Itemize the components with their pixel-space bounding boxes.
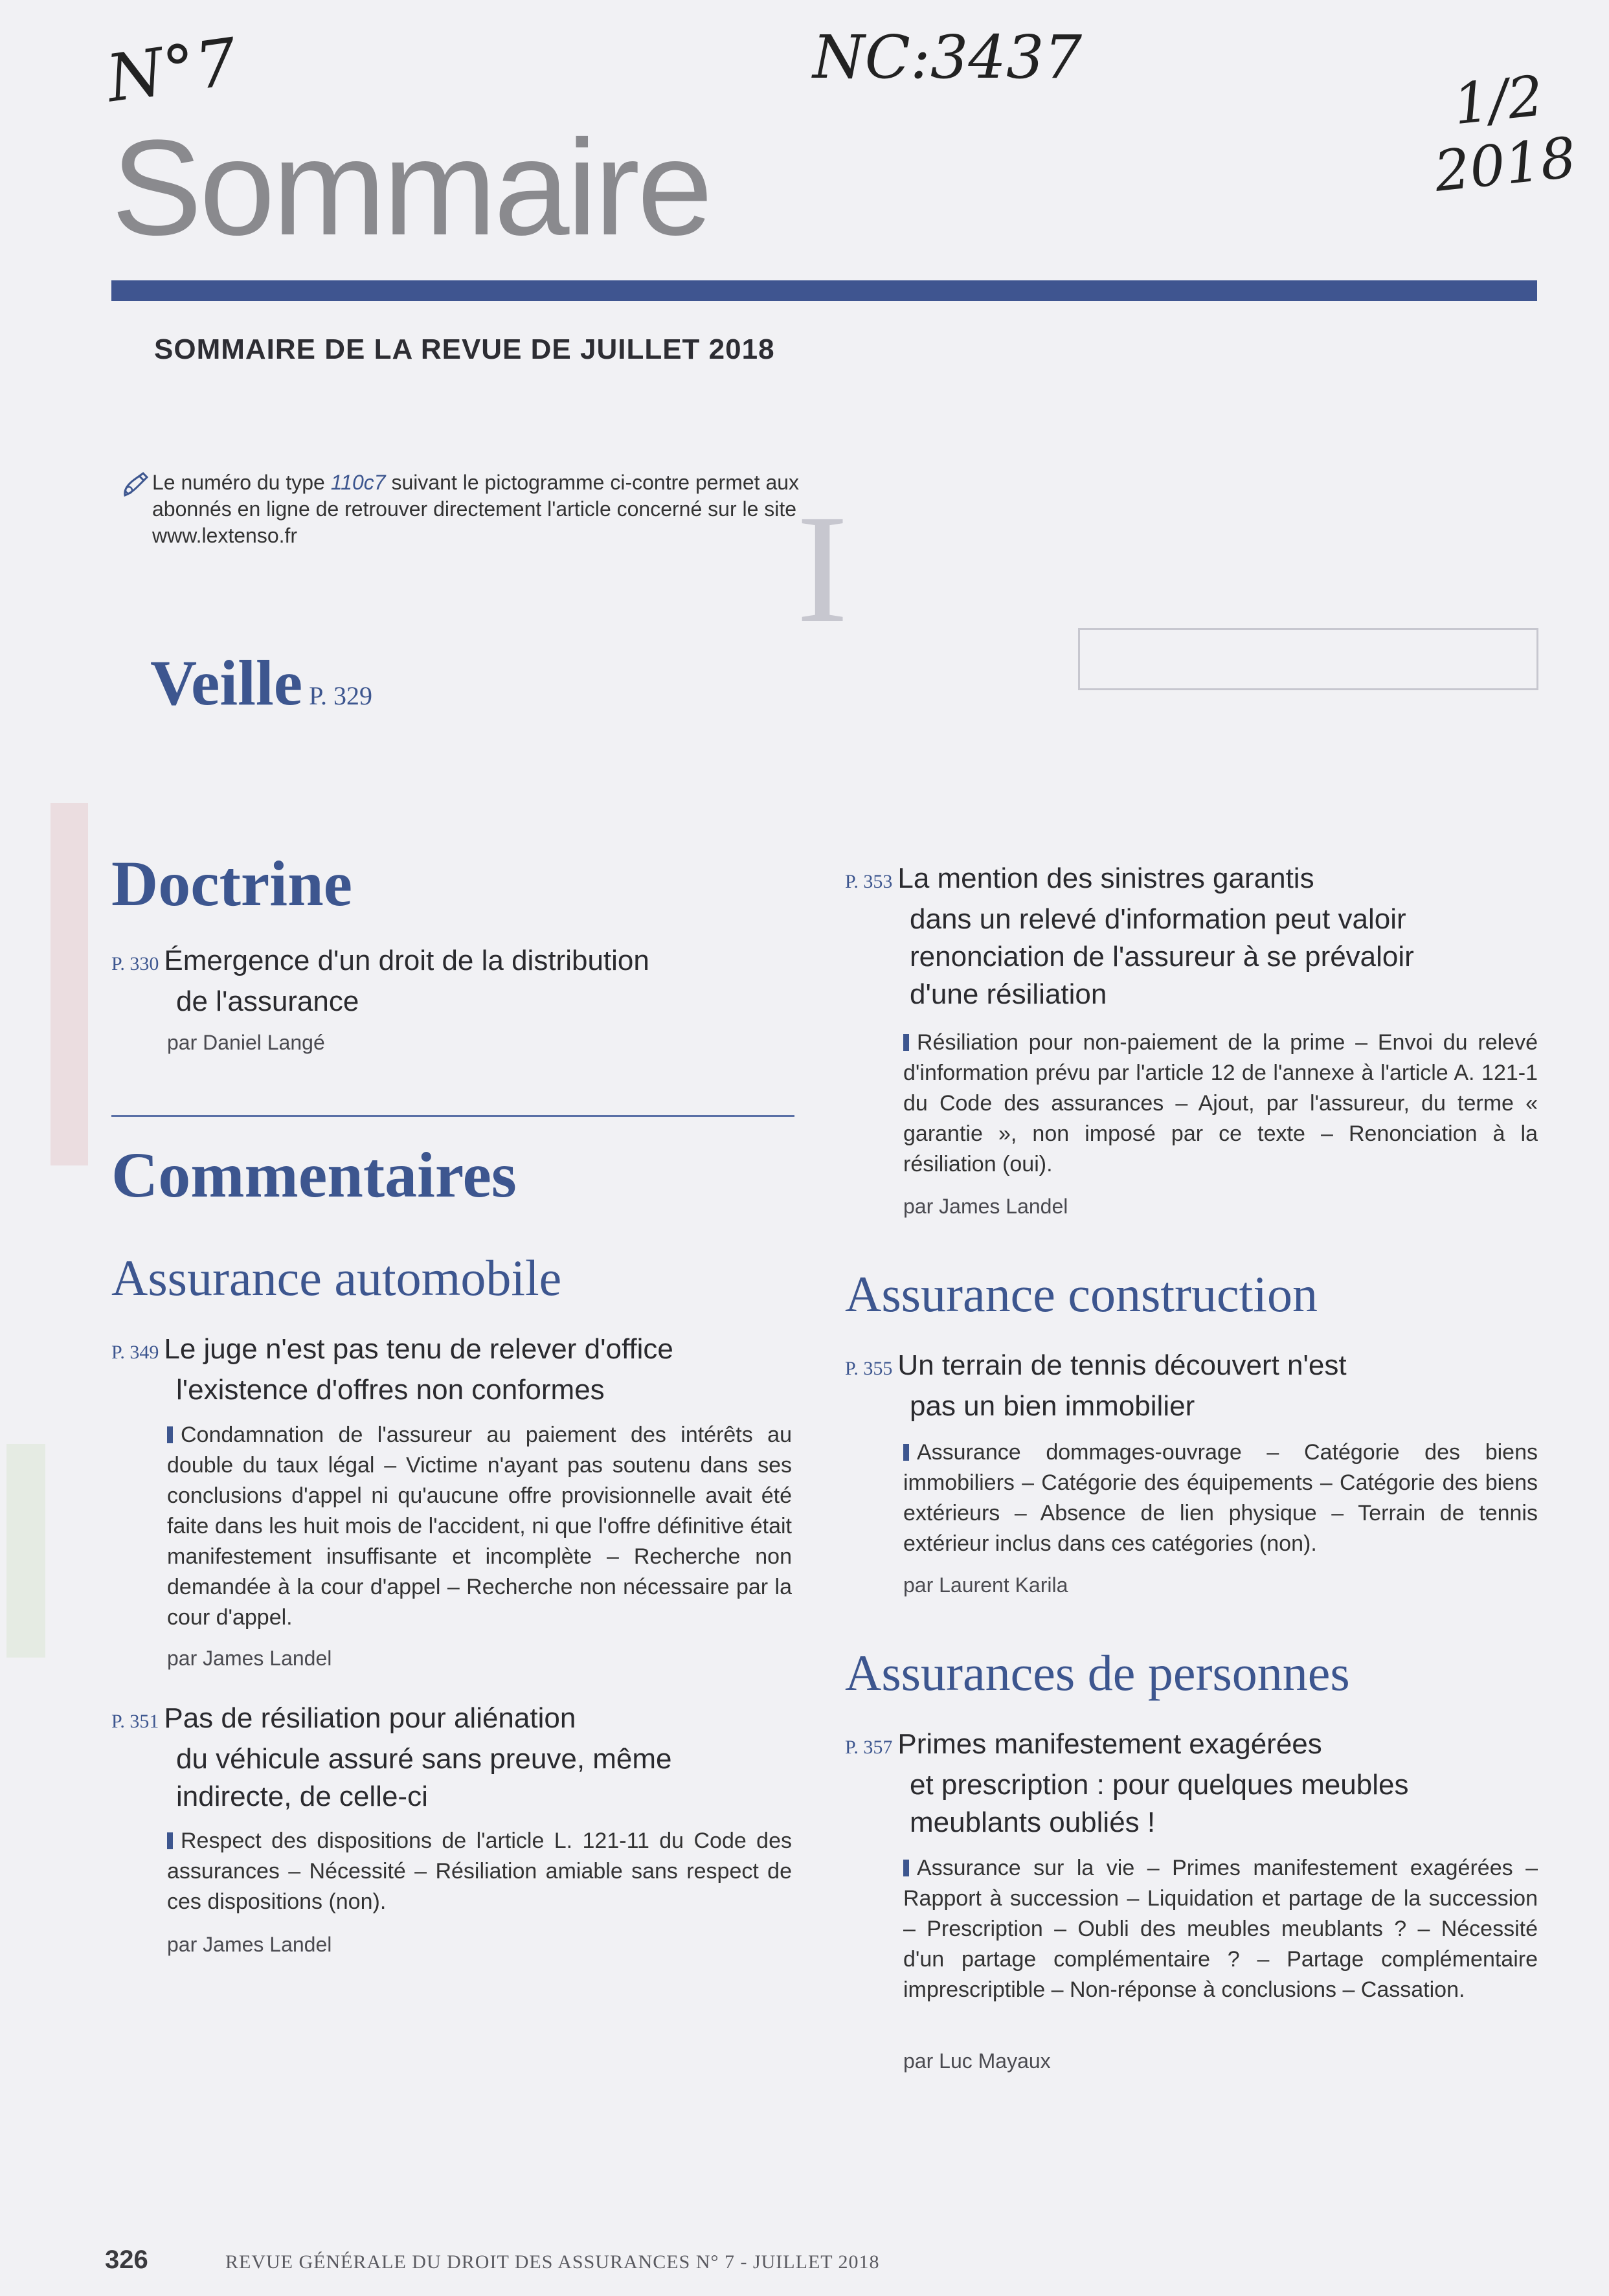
- page-title: Sommaire: [111, 111, 710, 264]
- section-doctrine-title: Doctrine: [111, 848, 353, 919]
- article-330-title: [111, 942, 798, 1020]
- article-351-title-line3: indirecte, de celle-ci: [176, 1781, 428, 1812]
- handwritten-issue-number: N°7: [102, 23, 242, 117]
- article-357-title-line2: et prescription : pour quelques meubles: [910, 1769, 1409, 1801]
- section-veille-page: P. 329: [309, 681, 372, 710]
- summary-bullet-icon: [903, 1444, 909, 1461]
- article-351-title-line1: Pas de résiliation pour aliénation: [164, 1702, 576, 1734]
- note-text-after: suivant le pictogramme ci-contre permet aux abonnés en ligne de retrouver directement l'article concerné sur le site www.lextenso.fr: [152, 471, 800, 547]
- article-353-title-line2: dans un relevé d'information peut valoir: [910, 903, 1406, 935]
- section-assurances-personnes-title: Assurances de personnes: [845, 1645, 1350, 1701]
- article-351-summary-text: Respect des dispositions de l'article L. 121-11 du Code des assurances – Nécessité – Résiliation amiable sans respect de ces dispositions (non).: [167, 1829, 792, 1914]
- article-357-title-line3: meublants oubliés !: [910, 1806, 1156, 1838]
- section-veille-title: Veille: [150, 647, 303, 719]
- article-355-title-line2: pas un bien immobilier: [910, 1390, 1195, 1422]
- article-330-author: par Daniel Langé: [167, 1031, 325, 1054]
- article-353-page: P. 353: [845, 871, 893, 892]
- article-353-title: [845, 860, 1544, 1013]
- article-357-summary-text: Assurance sur la vie – Primes manifestement exagérées – Rapport à succession – Liquidation et partage de la succession – Prescription – Oubli des meubles meublants ? – Nécessité d'un partage complémentaire ? – Partage complémentaire imprescriptible – Non-réponse à conclusions – Cassation.: [903, 1856, 1538, 2002]
- article-355-title: [845, 1347, 1544, 1425]
- section-assurance-construction-title: Assurance construction: [845, 1266, 1318, 1322]
- article-357-title: [845, 1726, 1544, 1841]
- summary-bullet-icon: [167, 1832, 173, 1849]
- footer-page-number: 326: [105, 2245, 148, 2274]
- article-353-summary: [903, 1028, 1538, 1180]
- article-351-title-line2: du véhicule assuré sans preuve, même: [176, 1743, 672, 1775]
- article-357-page: P. 357: [845, 1737, 893, 1758]
- summary-bullet-icon: [903, 1860, 909, 1876]
- article-353-title-line3: renonciation de l'assureur à se prévaloir: [910, 941, 1414, 973]
- article-353-title-line4: d'une résiliation: [910, 978, 1107, 1010]
- article-349-summary-text: Condamnation de l'assureur au paiement des intérêts au double du taux légal – Victime n'ayant pas soutenu dans ses conclusions d'appel ni qu'aucune offre provisionnelle avait été faite dans les huit mois de l'accident, ni que l'offre définitive était manifestement insuffisante et incomplète – Recherche non demandée à la cour d'appel – Recherche non nécessaire par la cour d'appel.: [167, 1423, 792, 1630]
- article-330-title-line2: de l'assurance: [176, 985, 359, 1017]
- show-through-box: [1078, 628, 1538, 690]
- article-355-page: P. 355: [845, 1358, 893, 1379]
- article-349-title-line1: Le juge n'est pas tenu de relever d'office: [164, 1333, 673, 1365]
- article-330-page: P. 330: [111, 953, 159, 974]
- section-commentaires-title: Commentaires: [111, 1139, 517, 1211]
- note-text-before: Le numéro du type: [152, 471, 331, 494]
- summary-bullet-icon: [903, 1034, 909, 1051]
- article-330-title-line1: Émergence d'un droit de la distribution: [164, 945, 649, 976]
- show-through-letter: I: [796, 482, 848, 655]
- article-355-title-line1: Un terrain de tennis découvert n'est: [897, 1349, 1347, 1381]
- article-355-author: par Laurent Karila: [903, 1573, 1068, 1597]
- handwritten-date-line1: 1/2: [1450, 63, 1547, 138]
- section-divider: [111, 1115, 794, 1117]
- section-veille: [150, 647, 372, 719]
- article-349-page: P. 349: [111, 1342, 159, 1363]
- note-text: [152, 469, 800, 549]
- article-349-title: [111, 1331, 824, 1409]
- article-357-title-line1: Primes manifestement exagérées: [897, 1728, 1322, 1760]
- handwritten-date-line2: 2018: [1431, 125, 1579, 205]
- section-assurance-automobile-title: Assurance automobile: [111, 1250, 562, 1306]
- article-355-summary-text: Assurance dommages-ouvrage – Catégorie des biens immobiliers – Catégorie des équipements – Catégorie des biens extérieurs – Absence de lien physique – Terrain de tennis extérieur inclus dans ces catégories (non).: [903, 1440, 1538, 1556]
- article-351-summary: [167, 1826, 792, 1917]
- article-353-author: par James Landel: [903, 1195, 1068, 1218]
- article-353-title-line1: La mention des sinistres garantis: [897, 862, 1314, 894]
- article-357-summary: [903, 1853, 1538, 2005]
- article-349-summary: [167, 1420, 792, 1633]
- footer-journal-title: REVUE GÉNÉRALE DU DROIT DES ASSURANCES N° 7 - JUILLET 2018: [225, 2251, 880, 2273]
- summary-bullet-icon: [167, 1426, 173, 1443]
- header-bar: [111, 280, 1537, 301]
- show-through-green-band: [6, 1444, 45, 1658]
- handwritten-date-note: [1424, 61, 1579, 205]
- article-351-author: par James Landel: [167, 1933, 332, 1956]
- article-353-summary-text: Résiliation pour non-paiement de la prime – Envoi du relevé d'information prévu par l'article 12 de l'annexe à l'article A. 121-1 du Code des assurances – Ajout, par l'assureur, du terme « garantie », non imposé par ce texte – Renonciation à la résiliation (oui).: [903, 1030, 1538, 1176]
- article-349-author: par James Landel: [167, 1647, 332, 1670]
- article-357-author: par Luc Mayaux: [903, 2049, 1051, 2073]
- handwritten-catalog-number: NC:3437: [813, 23, 1083, 92]
- article-351-page: P. 351: [111, 1711, 159, 1732]
- pencil-icon: [120, 469, 151, 501]
- show-through-red-band: [51, 803, 88, 1165]
- article-355-summary: [903, 1437, 1538, 1559]
- note-code: 110c7: [330, 471, 386, 494]
- lextenso-note: [120, 469, 800, 549]
- article-349-title-line2: l'existence d'offres non conformes: [176, 1374, 605, 1406]
- article-351-title: [111, 1700, 824, 1816]
- page-subtitle: SOMMAIRE DE LA REVUE DE JUILLET 2018: [154, 333, 775, 365]
